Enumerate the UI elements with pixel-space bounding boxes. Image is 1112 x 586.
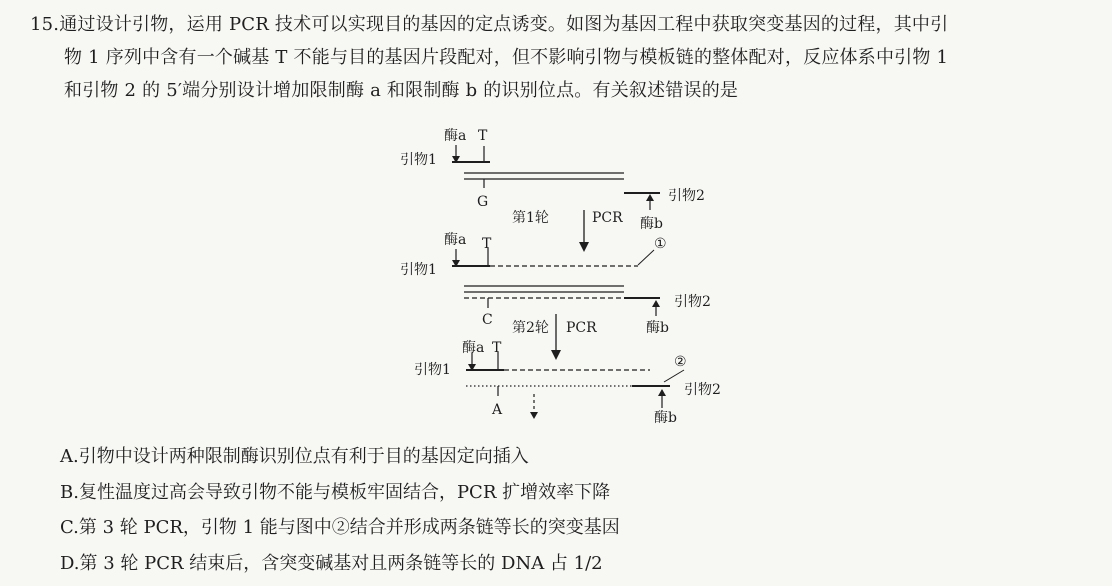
enzyme-b-label-mid: 酶b: [646, 320, 669, 336]
t-label-mid: T: [482, 236, 492, 252]
enzyme-a-label-mid: 酶a: [444, 232, 467, 248]
round1-label: 第1轮: [512, 210, 549, 226]
mark1-leader: [638, 250, 654, 265]
primer1-label-mid: 引物1: [400, 262, 437, 278]
enzyme-b-arrowhead-mid: [652, 300, 660, 307]
t-label-bottom: T: [492, 340, 502, 356]
round2-pcr-label: PCR: [566, 320, 597, 336]
c-label: C: [482, 312, 493, 328]
enzyme-a-label-top: 酶a: [444, 128, 467, 144]
question-stem-3: 和引物 2 的 5′端分别设计增加限制酶 a 和限制酶 b 的识别位点。有关叙述错误的是: [64, 80, 739, 101]
round3-arrowhead: [530, 412, 538, 419]
mark2-leader: [664, 370, 684, 382]
enzyme-b-arrowhead-top: [646, 194, 654, 201]
round2-arrowhead: [551, 350, 561, 360]
answer-options: [60, 439, 620, 581]
option-d[interactable]: D.第 3 轮 PCR 结束后，含突变碱基对且两条链等长的 DNA 占 1/2: [60, 552, 603, 574]
mark1-label: ①: [654, 236, 667, 252]
primer2-label-top: 引物2: [668, 188, 705, 204]
round2-label: 第2轮: [512, 320, 549, 336]
round1-pcr-label: PCR: [592, 210, 623, 226]
question-stem-2: 物 1 序列中含有一个碱基 T 不能与目的基因片段配对，但不影响引物与模板链的整体配对，反应体系中引物 1: [64, 47, 949, 68]
round1-arrowhead: [579, 242, 589, 252]
enzyme-b-arrowhead-bottom: [658, 389, 666, 396]
diagram-svg: [392, 118, 732, 436]
option-b[interactable]: B.复性温度过高会导致引物不能与模板牢固结合，PCR 扩增效率下降: [60, 481, 611, 503]
question-number: 15.: [30, 14, 60, 35]
pcr-mutagenesis-diagram: [392, 118, 732, 436]
option-a[interactable]: A.引物中设计两种限制酶识别位点有利于目的基因定向插入: [60, 446, 529, 467]
primer1-label-top: 引物1: [400, 152, 437, 168]
question-stem-1: 通过设计引物，运用 PCR 技术可以实现目的基因的定点诱变。如图为基因工程中获取突变基因的过程，其中引: [59, 14, 949, 35]
question-block: [30, 8, 1100, 107]
primer1-label-bottom: 引物1: [414, 362, 451, 378]
option-c[interactable]: C.第 3 轮 PCR，引物 1 能与图中②结合并形成两条链等长的突变基因: [60, 517, 620, 538]
enzyme-b-label-bottom: 酶b: [654, 410, 677, 426]
t-label-top: T: [478, 128, 488, 144]
enzyme-b-label-top: 酶b: [640, 216, 663, 232]
enzyme-a-label-bottom: 酶a: [462, 340, 485, 356]
question-line-1: [30, 8, 1100, 41]
mark2-label: ②: [674, 354, 687, 370]
primer2-label-mid: 引物2: [674, 294, 711, 310]
g-label: G: [477, 194, 489, 210]
primer2-label-bottom: 引物2: [684, 382, 721, 398]
a-label: A: [492, 402, 503, 418]
